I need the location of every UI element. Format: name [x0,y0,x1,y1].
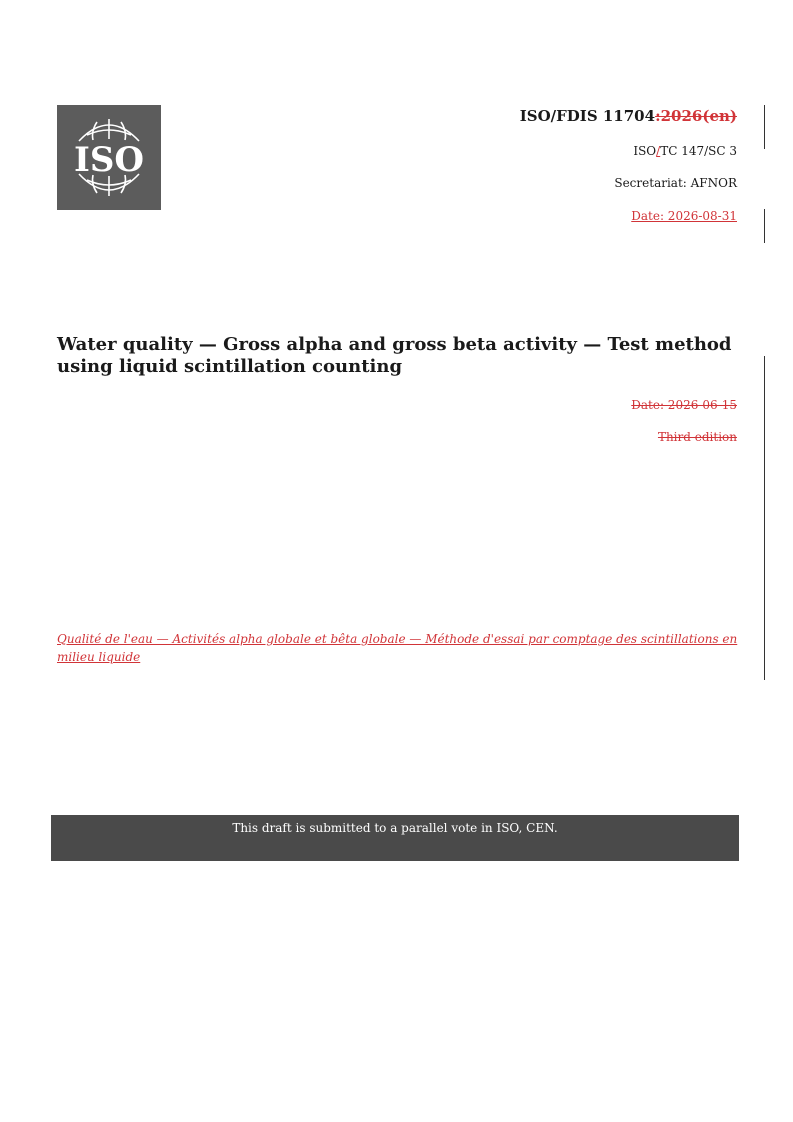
vote-notice-banner [51,815,739,861]
committee-prefix: ISO [633,144,657,158]
document-title: Water quality — Gross alpha and gross beta activity — Test method using liquid scintillation counting [57,334,732,377]
change-bar [764,105,765,149]
logo-text: ISO [73,140,145,180]
french-title: Qualité de l'eau — Activités alpha globale et bêta globale — Méthode d'essai par comptage des scintillations en milieu liquide [57,632,738,664]
date-deleted: Date: 2026-06-15 [631,398,737,412]
edition-deleted: Third edition [657,430,737,444]
date-inserted: Date: 2026-08-31 [631,209,737,223]
change-bar [764,356,765,680]
iso-globe-icon [57,105,161,210]
doc-number-deleted: :2026(en) [655,107,737,125]
doc-number-text: ISO/FDIS 11704 [519,107,656,125]
document-number [520,107,737,125]
secretariat: Secretariat: AFNOR [614,176,737,190]
iso-logo [57,105,161,210]
committee-suffix: TC 147/SC 3 [660,144,737,158]
committee-separator: / [656,144,661,158]
vote-notice-text: This draft is submitted to a parallel vote in ISO, CEN. [232,821,558,835]
change-bar [764,209,765,243]
committee-reference [633,144,737,158]
